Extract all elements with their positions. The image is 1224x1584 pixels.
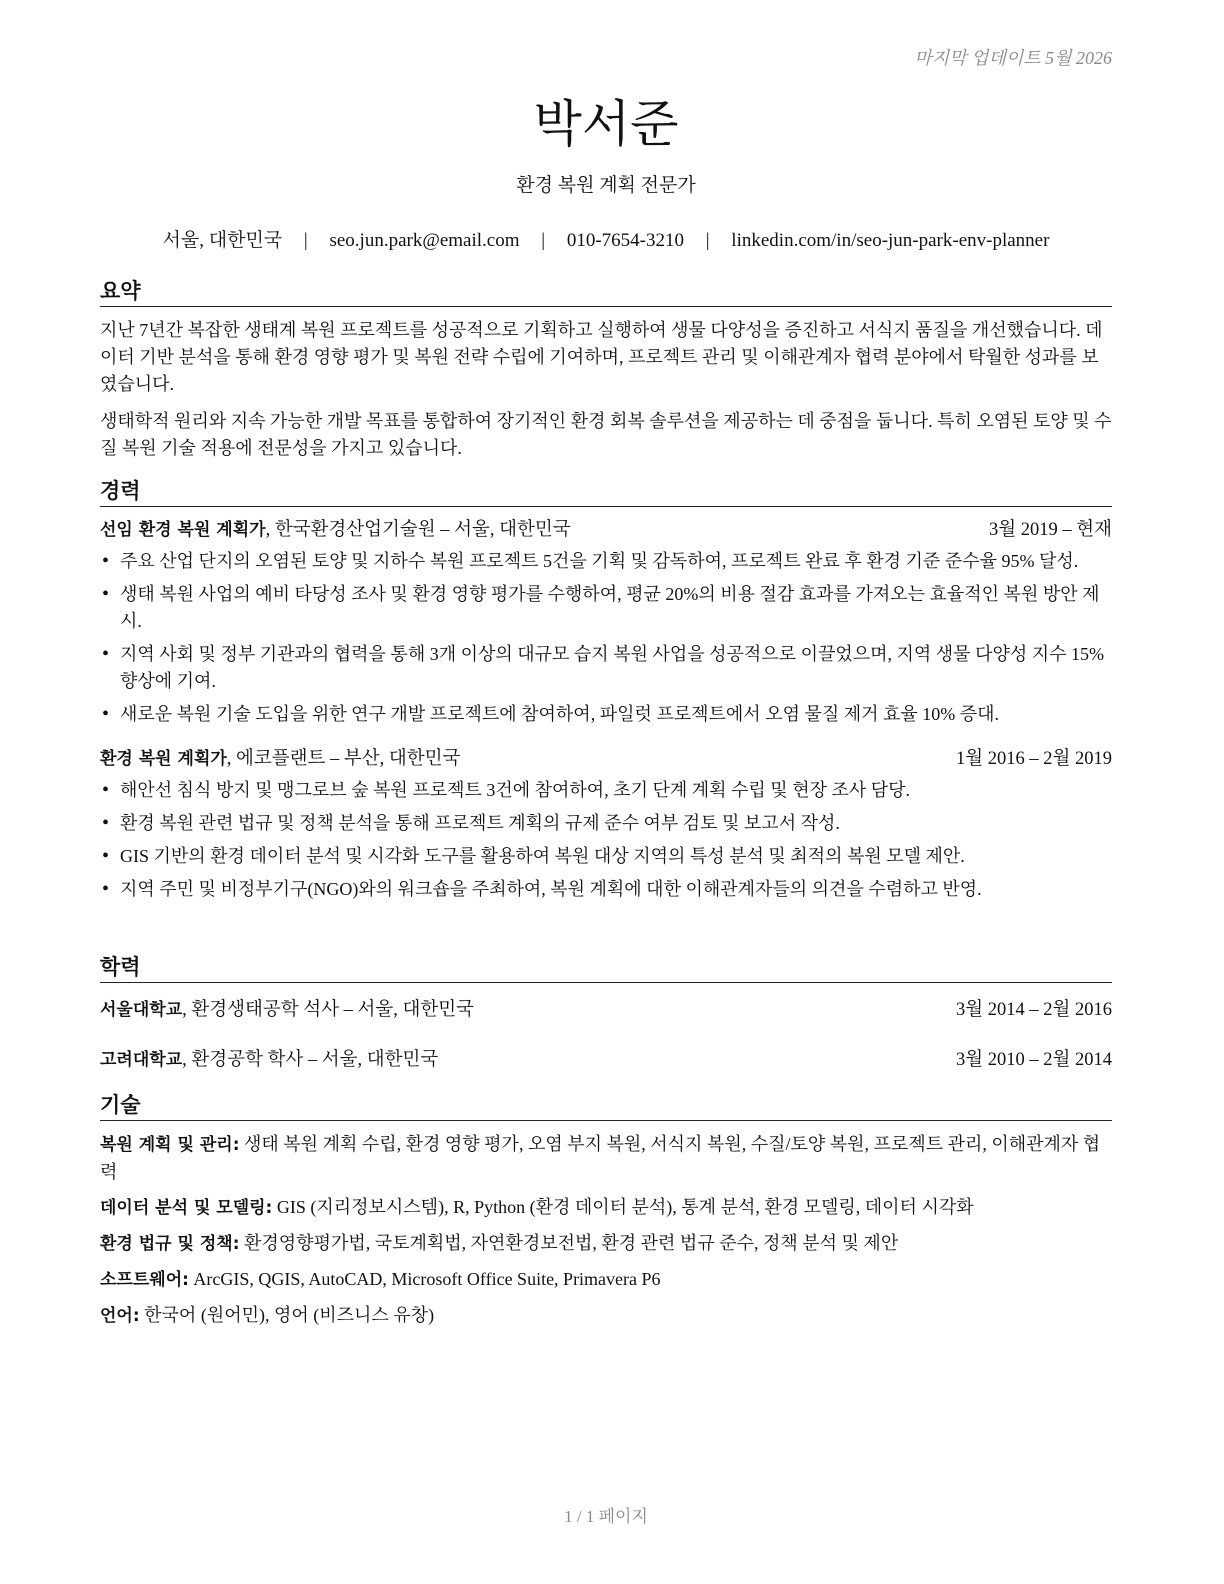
job-header [100, 517, 1112, 544]
skill-line [100, 1266, 1112, 1294]
contact-location: 서울, 대한민국 [162, 230, 283, 251]
contact-phone: 010-7654-3210 [566, 230, 684, 251]
contact-email[interactable]: seo.jun.park@email.com [329, 230, 520, 251]
school-name: 서울대학교 [100, 1000, 183, 1020]
skills-section [100, 1092, 1112, 1338]
section-heading: 기술 [100, 1092, 1112, 1121]
bullet-item: • 주요 산업 단지의 오염된 토양 및 지하수 복원 프로젝트 5건을 기획 및 감독하여, 프로젝트 완료 후 환경 기준 준수율 95% 달성. [100, 548, 1112, 575]
job-role: 환경 복원 계획가 [100, 749, 227, 769]
section-heading: 경력 [100, 478, 1112, 507]
skill-label: 데이터 분석 및 모델링: [100, 1198, 273, 1218]
job-entry [100, 517, 1112, 728]
bullet-item: • 생태 복원 사업의 예비 타당성 조사 및 환경 영향 평가를 수행하여, 평균 20%의 비용 절감 효과를 가져오는 효율적인 복원 방안 제시. [100, 581, 1112, 635]
skill-value: GIS (지리정보시스템), R, Python (환경 데이터 분석), 통계 분석, 환경 모델링, 데이터 시각화 [272, 1197, 974, 1217]
skill-value: ArcGIS, QGIS, AutoCAD, Microsoft Office Suite, Primavera P6 [188, 1269, 661, 1289]
contact-separator: | [303, 230, 308, 251]
skill-label: 소프트웨어: [100, 1270, 189, 1290]
section-heading: 학력 [100, 954, 1112, 983]
education-entry [100, 1047, 1112, 1074]
experience-section [100, 478, 1112, 909]
degree-detail: , 환경생태공학 석사 – 서울, 대한민국 [182, 1000, 474, 1020]
job-dates: 1월 2016 – 2월 2019 [956, 749, 1112, 769]
contact-linkedin[interactable]: linkedin.com/in/seo-jun-park-env-planner [731, 230, 1050, 251]
summary-section [100, 278, 1112, 472]
skill-label: 언어: [100, 1306, 140, 1326]
summary-paragraph: 생태학적 원리와 지속 가능한 개발 목표를 통합하여 장기적인 환경 회복 솔루션을 제공하는 데 중점을 둡니다. 특히 오염된 토양 및 수질 복원 기술 적용에 전문성을 가지고 있습니다. [100, 411, 1112, 458]
job-entry [100, 746, 1112, 903]
education-entry [100, 997, 1112, 1024]
last-updated: 마지막 업데이트 5월 2026 [914, 48, 1112, 68]
skill-label: 환경 법규 및 정책: [100, 1234, 240, 1254]
education-section [100, 954, 1112, 1074]
skill-line [100, 1194, 1112, 1222]
education-dates: 3월 2010 – 2월 2014 [956, 1050, 1112, 1070]
school-name: 고려대학교 [100, 1050, 183, 1070]
job-org: , 에코플랜트 – 부산, 대한민국 [226, 749, 461, 769]
job-org: , 한국환경산업기술원 – 서울, 대한민국 [265, 520, 571, 540]
skill-value: 환경영향평가법, 국토계획법, 자연환경보전법, 환경 관련 법규 준수, 정책 분석 및 제안 [239, 1233, 899, 1253]
skill-label: 복원 계획 및 관리: [100, 1135, 240, 1155]
bullet-item: • 지역 주민 및 비정부기구(NGO)와의 워크숍을 주최하여, 복원 계획에 대한 이해관계자들의 의견을 수렴하고 반영. [100, 876, 1112, 903]
resume-page [100, 0, 1112, 1584]
skill-value: 한국어 (원어민), 영어 (비즈니스 유창) [139, 1305, 435, 1325]
job-dates: 3월 2019 – 현재 [989, 520, 1112, 540]
skill-value: 생태 복원 계획 수립, 환경 영향 평가, 오염 부지 복원, 서식지 복원, 수질/토양 복원, 프로젝트 관리, 이해관계자 협력 [100, 1134, 1101, 1182]
bullet-item: • 환경 복원 관련 법규 및 정책 분석을 통해 프로젝트 계획의 규제 준수 여부 검토 및 보고서 작성. [100, 810, 1112, 837]
skill-line [100, 1131, 1112, 1186]
job-bullets [100, 777, 1112, 903]
education-dates: 3월 2014 – 2월 2016 [956, 1000, 1112, 1020]
bullet-item: • GIS 기반의 환경 데이터 분석 및 시각화 도구를 활용하여 복원 대상 지역의 특성 분석 및 최적의 복원 모델 제안. [100, 843, 1112, 870]
bullet-item: • 새로운 복원 기술 도입을 위한 연구 개발 프로젝트에 참여하여, 파일럿 프로젝트에서 오염 물질 제거 효율 10% 증대. [100, 701, 1112, 728]
bullet-item: • 지역 사회 및 정부 기관과의 협력을 통해 3개 이상의 대규모 습지 복원 사업을 성공적으로 이끌었으며, 지역 생물 다양성 지수 15% 향상에 기여. [100, 641, 1112, 695]
job-header [100, 746, 1112, 773]
section-heading: 요약 [100, 278, 1112, 307]
summary-paragraph: 지난 7년간 복잡한 생태계 복원 프로젝트를 성공적으로 기획하고 실행하여 생물 다양성을 증진하고 서식지 품질을 개선했습니다. 데이터 기반 분석을 통해 환경 영향 평가 및 복원 전략 수립에 기여하며, 프로젝트 관리 및 이해관계자 협력 분야에서 탁월한 성과를 보였습니다. [100, 320, 1103, 394]
page-number: 1 / 1 페이지 [564, 1507, 648, 1526]
skill-line [100, 1302, 1112, 1330]
contact-separator: | [541, 230, 546, 251]
skill-line [100, 1230, 1112, 1258]
job-bullets [100, 548, 1112, 728]
bullet-item: • 해안선 침식 방지 및 맹그로브 숲 복원 프로젝트 3건에 참여하여, 초기 단계 계획 수립 및 현장 조사 담당. [100, 777, 1112, 804]
contact-separator: | [705, 230, 710, 251]
person-name: 박서준 [533, 95, 679, 153]
degree-detail: , 환경공학 학사 – 서울, 대한민국 [182, 1050, 439, 1070]
contact-line [100, 225, 1112, 252]
job-title: 환경 복원 계획 전문가 [516, 175, 696, 196]
job-role: 선임 환경 복원 계획가 [100, 520, 266, 540]
